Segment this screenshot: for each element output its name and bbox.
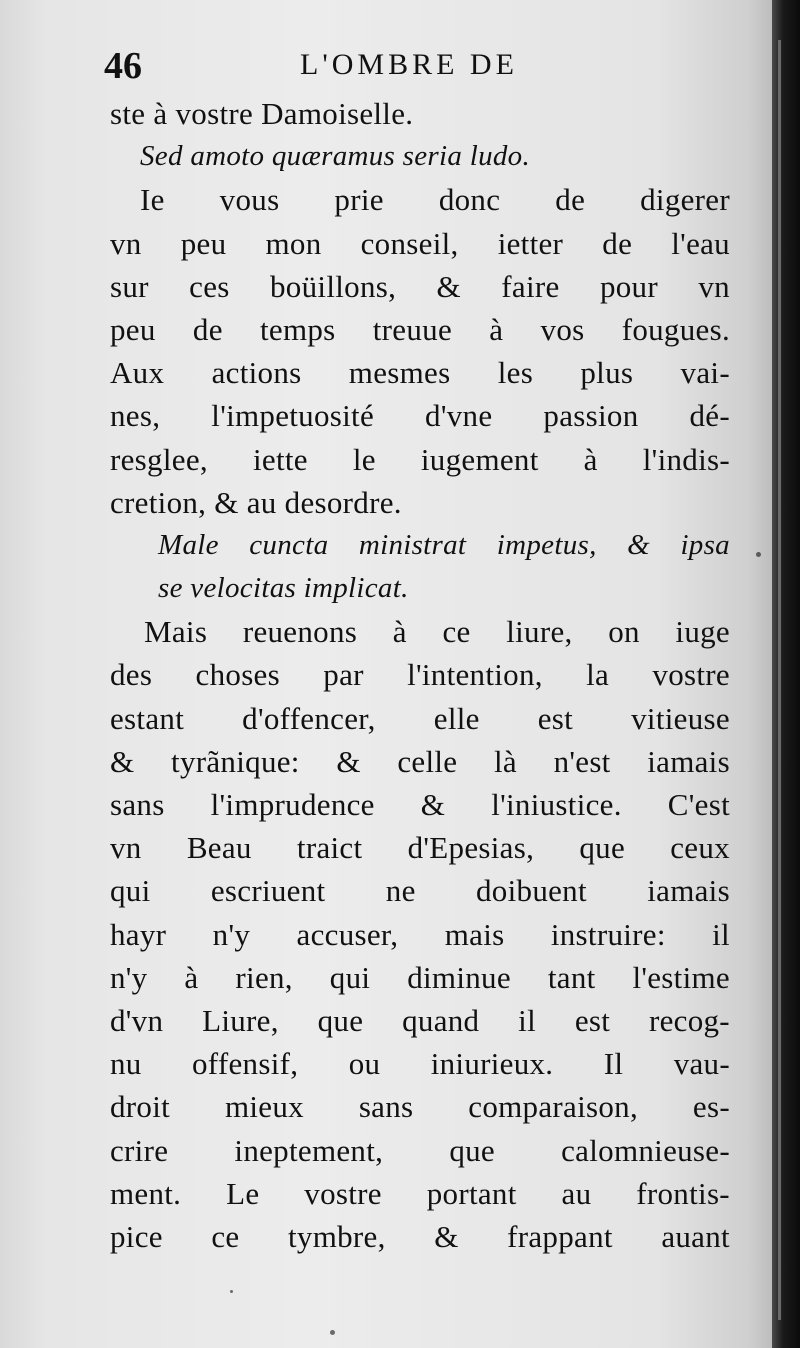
word: l'imprudence: [210, 787, 375, 822]
word: Beau: [186, 830, 252, 866]
word: à: [583, 441, 598, 477]
word: C'est: [667, 787, 730, 822]
text-line: [110, 913, 730, 956]
word: passion: [543, 398, 639, 434]
page-number: 46: [104, 45, 142, 87]
word: l'eau: [671, 225, 730, 261]
paragraph-first-line: [110, 178, 730, 221]
latin-quotation-line: Sed amoto quæramus seria ludo.: [140, 140, 531, 173]
word: des: [110, 657, 153, 693]
word: traict: [296, 830, 363, 866]
word: Aux: [110, 355, 165, 391]
word: reuenons: [242, 614, 358, 650]
page-edge: [778, 40, 781, 1320]
word: peu: [110, 311, 156, 347]
word: de: [555, 182, 586, 218]
word: sans: [358, 1089, 414, 1125]
word: portant: [426, 1175, 517, 1211]
word: vau-: [673, 1046, 730, 1082]
word: plus: [580, 355, 634, 391]
word: hayr: [110, 916, 167, 952]
word: faire: [501, 268, 560, 304]
word: ce: [442, 614, 471, 650]
text-line: [110, 222, 730, 265]
word: &: [436, 268, 461, 304]
word: à: [184, 959, 199, 995]
word: n'y: [212, 916, 251, 952]
word: il: [518, 1002, 536, 1038]
word: d'vn: [110, 1002, 164, 1038]
word: que: [579, 830, 626, 866]
word: dé-: [689, 398, 730, 434]
word: escriuent: [210, 873, 326, 909]
word: vn: [110, 830, 142, 866]
word: diminue: [407, 959, 511, 995]
word: tymbre,: [288, 1218, 386, 1254]
word: impetus,: [496, 528, 597, 561]
word: liure,: [506, 614, 573, 650]
word: l'iniustice.: [491, 787, 622, 822]
word: doibuent: [476, 873, 587, 909]
word: auant: [661, 1218, 730, 1254]
word: estant: [110, 700, 185, 736]
word: les: [497, 355, 534, 391]
word: d'offencer,: [242, 700, 376, 736]
ink-speck: [230, 1290, 233, 1293]
word: le: [352, 441, 376, 477]
word: ces: [189, 268, 230, 304]
text-line: [110, 740, 730, 783]
word: que: [449, 1132, 495, 1168]
text-line: ste à vostre Damoiselle.: [110, 96, 414, 131]
text-line: [110, 1042, 730, 1085]
word: ceux: [670, 830, 730, 866]
word: mon: [265, 225, 322, 261]
word: actions: [211, 355, 302, 391]
word: ineptement,: [234, 1132, 384, 1168]
word: boüillons,: [270, 268, 397, 304]
word: Ie: [140, 182, 165, 218]
word: conseil,: [360, 225, 459, 261]
word: pice: [110, 1218, 163, 1254]
word: est: [537, 700, 574, 736]
text-line: [110, 826, 730, 869]
word: accuser,: [296, 916, 399, 952]
word: digerer: [640, 182, 730, 218]
word: vn: [698, 268, 730, 304]
text-line: [110, 653, 730, 696]
page-header: [104, 44, 724, 90]
word: iniurieux.: [430, 1046, 554, 1082]
word: ministrat: [358, 528, 467, 561]
word: quand: [402, 1002, 480, 1038]
word: donc: [438, 182, 501, 218]
word: vous: [219, 182, 280, 218]
text-line: [110, 1172, 730, 1215]
word: fougues.: [621, 311, 730, 347]
word: iette: [252, 441, 308, 477]
word: mieux: [224, 1089, 304, 1125]
word: treuue: [372, 311, 453, 347]
word: iugement: [420, 441, 539, 477]
ink-speck: [330, 1330, 335, 1335]
paragraph-first-line: [110, 610, 730, 653]
word: à: [392, 614, 407, 650]
word: au: [561, 1175, 592, 1211]
word: crire: [110, 1132, 169, 1168]
word: offensif,: [192, 1046, 299, 1082]
word: vn: [110, 225, 142, 261]
word: ou: [348, 1046, 381, 1082]
text-line: [110, 956, 730, 999]
word: rien,: [235, 959, 293, 995]
word: instruire:: [550, 916, 666, 952]
word: choses: [195, 657, 280, 693]
word: frappant: [507, 1218, 613, 1254]
word: d'vne: [425, 398, 493, 434]
word: mesmes: [348, 355, 451, 391]
text-line: [110, 438, 730, 481]
word: de: [192, 311, 223, 347]
word: prie: [334, 182, 384, 218]
text-line: [110, 1215, 730, 1258]
word: il: [712, 916, 730, 952]
word: Liure,: [202, 1002, 279, 1038]
text-line: [110, 783, 730, 826]
book-spine-shadow: [772, 0, 800, 1348]
word: est: [574, 1002, 611, 1038]
word: vitieuse: [631, 700, 730, 736]
word: nes,: [110, 398, 161, 434]
word: que: [317, 1002, 364, 1038]
text-line: [110, 1129, 730, 1172]
word: de: [602, 225, 633, 261]
word: Il: [603, 1046, 624, 1082]
word: temps: [259, 311, 336, 347]
word: sans: [110, 787, 165, 822]
text-line: [110, 999, 730, 1042]
text-line: [110, 351, 730, 394]
word: vostre: [304, 1175, 382, 1211]
word: par: [323, 657, 364, 693]
word: vos: [540, 311, 585, 347]
word: droit: [110, 1089, 171, 1125]
word: nu: [110, 1046, 142, 1082]
word: ment.: [110, 1175, 182, 1211]
word: cuncta: [249, 528, 329, 561]
word: à: [489, 311, 504, 347]
word: vai-: [680, 355, 730, 391]
word: peu: [180, 225, 227, 261]
word: d'Epesias,: [407, 830, 535, 866]
body-text: [110, 92, 730, 1258]
text-line: [110, 265, 730, 308]
word: recog-: [648, 1002, 730, 1038]
word: ce: [211, 1218, 240, 1254]
text-line: [110, 869, 730, 912]
word: sur: [110, 268, 149, 304]
word: ne: [385, 873, 416, 909]
word: calomnieuse-: [561, 1132, 730, 1168]
running-head: L'OMBRE DE: [300, 48, 518, 81]
word: celle: [397, 743, 458, 779]
word: qui: [110, 873, 151, 909]
word: on: [608, 614, 640, 650]
word: elle: [433, 700, 480, 736]
word: pour: [599, 268, 658, 304]
word: frontis-: [636, 1175, 730, 1211]
word: &: [420, 787, 446, 822]
word: iuge: [675, 614, 730, 650]
word: ietter: [497, 225, 564, 261]
latin-quotation-line: se velocitas implicat.: [158, 572, 409, 605]
word: vostre: [652, 657, 730, 693]
word: Le: [226, 1175, 260, 1211]
word: &: [110, 743, 135, 779]
text-line: cretion, & au desordre.: [110, 484, 402, 520]
text-line: [110, 394, 730, 437]
word: iamais: [647, 873, 730, 909]
word: comparaison,: [468, 1089, 639, 1125]
word: l'intention,: [407, 657, 543, 693]
word: &: [434, 1218, 459, 1254]
word: &: [336, 743, 361, 779]
word: n'est: [553, 743, 611, 779]
word: Male: [158, 528, 219, 561]
word: tant: [547, 959, 596, 995]
text-line: [110, 1085, 730, 1128]
word: mais: [444, 916, 505, 952]
word: qui: [329, 959, 371, 995]
word: Mais: [144, 614, 208, 650]
word: &: [627, 528, 650, 561]
text-line: [110, 697, 730, 740]
word: ipsa: [680, 528, 730, 561]
text-line: [110, 308, 730, 351]
word: la: [586, 657, 610, 693]
word: l'indis-: [642, 441, 730, 477]
latin-quotation-line: [110, 524, 730, 567]
word: resglee,: [110, 441, 208, 477]
ink-speck: [756, 552, 761, 557]
word: n'y: [110, 959, 148, 995]
word: l'impetuosité: [211, 398, 375, 434]
word: l'estime: [632, 959, 730, 995]
word: là: [493, 743, 517, 779]
word: tyrãnique:: [171, 743, 300, 779]
word: iamais: [647, 743, 730, 779]
word: es-: [692, 1089, 730, 1125]
